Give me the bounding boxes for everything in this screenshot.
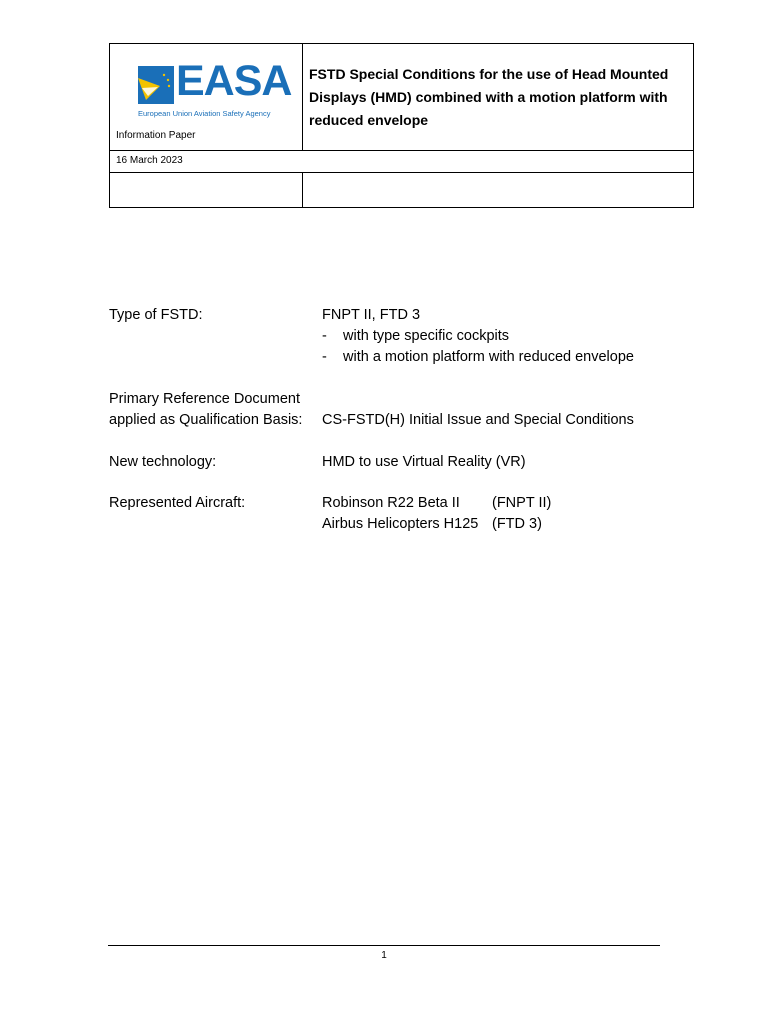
- empty-cell-left: [110, 173, 303, 208]
- aircraft-name: Robinson R22 Beta II: [322, 495, 460, 511]
- type-label: Type of FSTD:: [109, 307, 203, 323]
- easa-logo: [138, 57, 292, 118]
- technology-label: New technology:: [109, 454, 217, 470]
- type-value-block: [322, 305, 634, 368]
- logo-cell: [110, 44, 303, 151]
- logo-subtitle: European Union Aviation Safety Agency: [138, 109, 271, 118]
- aircraft-class: (FNPT II): [492, 495, 552, 511]
- type-value: FNPT II, FTD 3: [322, 307, 421, 323]
- footer-rule: [108, 945, 660, 946]
- empty-row: [110, 173, 694, 208]
- aircraft-list: [322, 493, 551, 535]
- reference-value: CS-FSTD(H) Initial Issue and Special Conditions: [322, 412, 634, 428]
- aircraft-label: Represented Aircraft:: [109, 495, 246, 511]
- empty-cell-right: [303, 173, 694, 208]
- reference-label-line2: applied as Qualification Basis:: [109, 412, 303, 428]
- aircraft-class: (FTD 3): [492, 516, 542, 532]
- technology-value: HMD to use Virtual Reality (VR): [322, 454, 526, 470]
- logo-text: EASA: [176, 57, 292, 105]
- page-number: 1: [381, 950, 387, 961]
- type-bullet: - with a motion platform with reduced envelope: [322, 347, 634, 368]
- aircraft-row: [322, 493, 551, 514]
- reference-label-line1: Primary Reference Document: [109, 391, 300, 407]
- document-header: [109, 43, 694, 208]
- document-type: Information Paper: [116, 130, 196, 141]
- type-bullet-text: with type specific cockpits: [343, 328, 510, 344]
- type-bullet: - with type specific cockpits: [322, 326, 634, 347]
- document-date: 16 March 2023: [110, 151, 694, 173]
- reference-label: [109, 389, 302, 431]
- aircraft-row: [322, 514, 551, 535]
- type-bullet-text: with a motion platform with reduced envelope: [343, 349, 634, 365]
- document-title: FSTD Special Conditions for the use of Head Mounted Displays (HMD) combined with a motion platform with reduced envelope: [303, 44, 694, 151]
- aircraft-name: Airbus Helicopters H125: [322, 516, 479, 532]
- easa-emblem-icon: [138, 66, 174, 104]
